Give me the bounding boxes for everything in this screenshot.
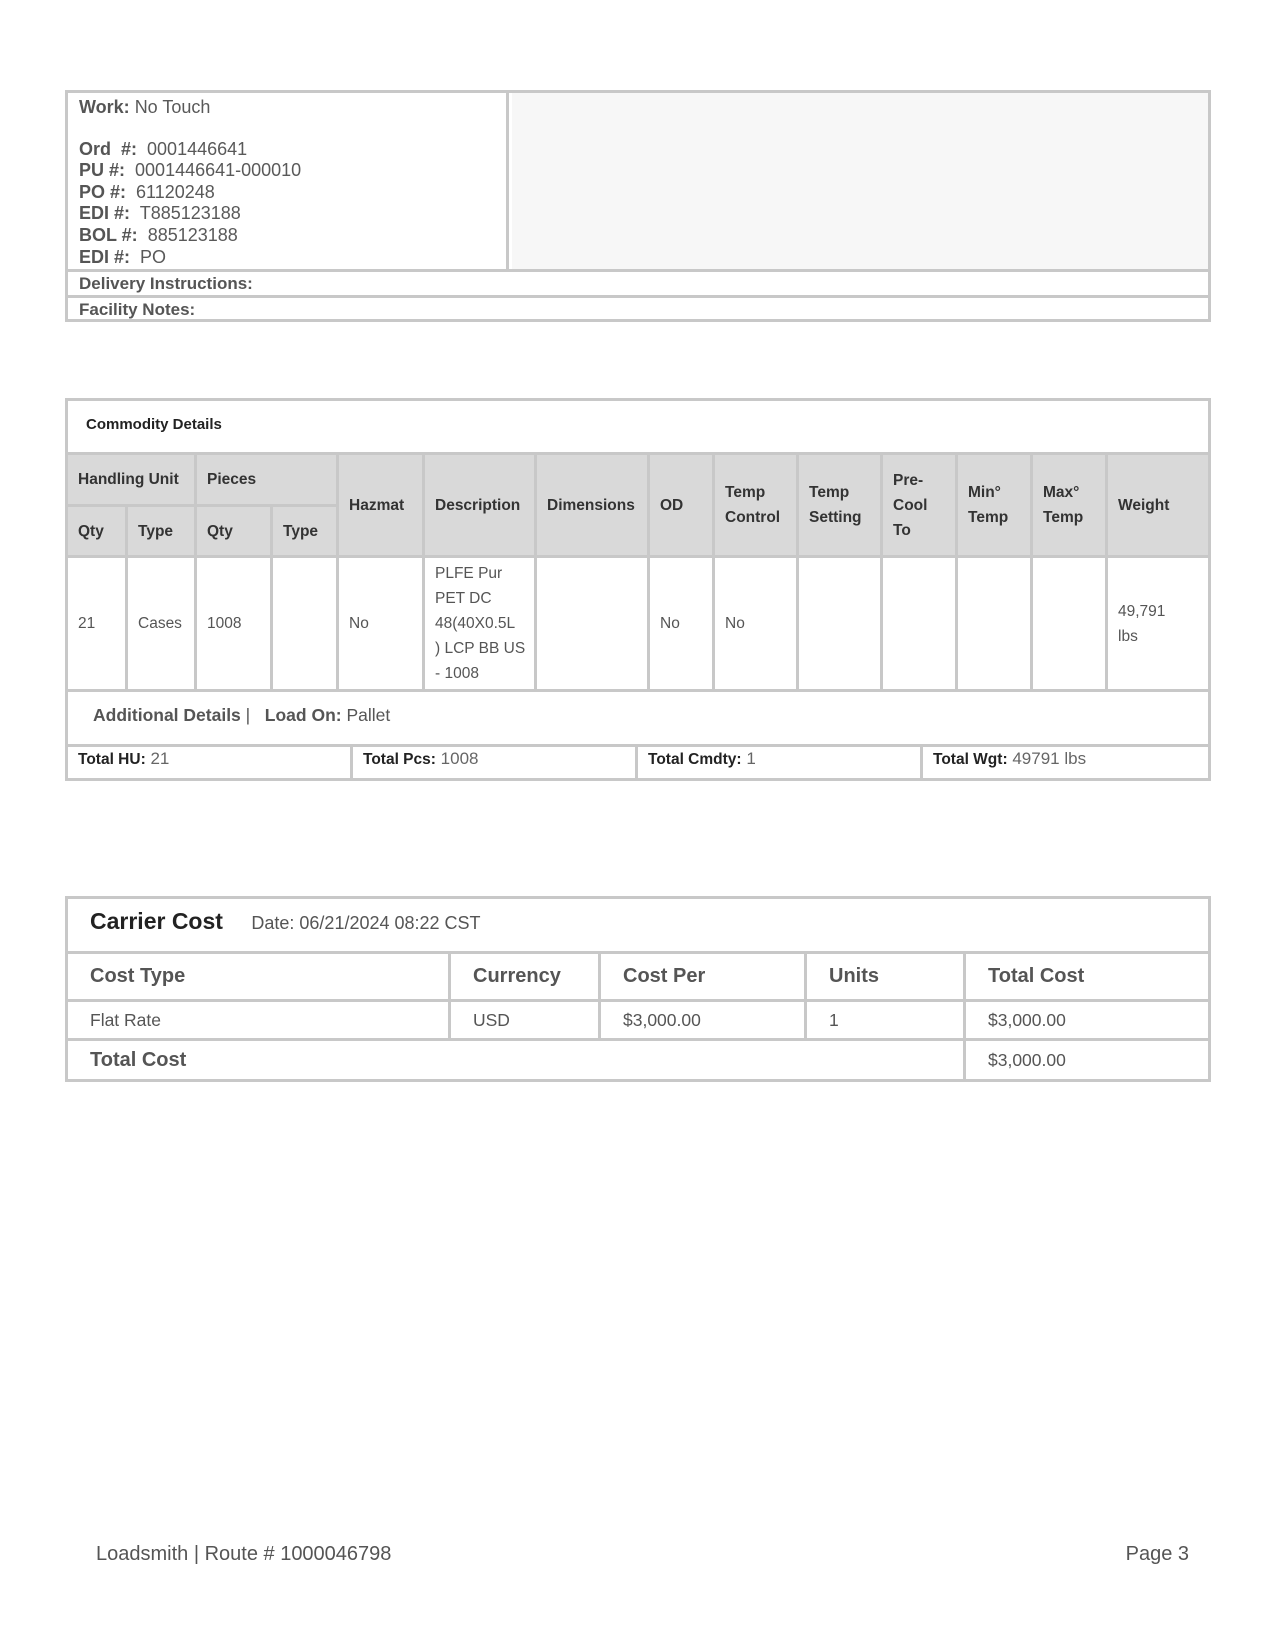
pu-value: 0001446641-000010 — [135, 160, 302, 180]
cell-dimensions — [537, 558, 650, 692]
total-hu-value: 21 — [150, 749, 170, 768]
header-temp-control: Temp Control — [715, 455, 799, 558]
edi-label: EDI #: — [79, 203, 131, 223]
header-temp-setting: Temp Setting — [799, 455, 883, 558]
work-value: No Touch — [134, 97, 211, 117]
ord-value: 0001446641 — [147, 139, 248, 159]
cost-cell-units: 1 — [807, 1002, 966, 1041]
work-line — [79, 96, 210, 118]
po-value: 61120248 — [136, 182, 215, 202]
carrier-cost-header — [68, 899, 1208, 954]
header-pcs-qty: Qty — [197, 507, 273, 558]
cell-weight: 49,791 lbs — [1108, 558, 1208, 692]
header-description: Description — [425, 455, 537, 558]
cost-total-label: Total Cost — [68, 1041, 966, 1079]
header-dimensions: Dimensions — [537, 455, 650, 558]
total-hu-label: Total HU: — [78, 751, 146, 768]
bol-value: 885123188 — [147, 225, 238, 245]
pu-line — [79, 159, 301, 181]
cost-cell-currency: USD — [451, 1002, 601, 1041]
edi-label-2: EDI #: — [79, 247, 131, 267]
bol-line — [79, 224, 238, 246]
cell-min-temp — [958, 558, 1033, 692]
cost-cell-type: Flat Rate — [68, 1002, 451, 1041]
carrier-cost-table — [65, 896, 1211, 1082]
load-on-label: Load On: — [264, 705, 342, 725]
cost-total-value: $3,000.00 — [988, 1049, 1066, 1070]
header-handling-unit: Handling Unit — [68, 455, 197, 507]
header-pcs-type: Type — [273, 507, 339, 558]
commodity-details-table — [65, 398, 1211, 781]
header-weight: Weight — [1108, 455, 1208, 558]
carrier-cost-date: Date: 06/21/2024 08:22 CST — [251, 913, 481, 933]
cost-cell-cost-per: $3,000.00 — [601, 1002, 807, 1041]
cell-hu-type: Cases — [128, 558, 197, 692]
edi-value: T885123188 — [139, 203, 241, 223]
total-cmdty — [638, 747, 923, 778]
order-info-box — [65, 90, 1211, 322]
delivery-instructions: Delivery Instructions: — [68, 272, 1208, 298]
cell-pre-cool-to — [883, 558, 958, 692]
cost-header-currency: Currency — [451, 954, 601, 1002]
header-hazmat: Hazmat — [339, 455, 425, 558]
cost-header-type: Cost Type — [68, 954, 451, 1002]
footer-page-number: Page 3 — [1125, 1543, 1189, 1565]
cell-pcs-qty: 1008 — [197, 558, 273, 692]
total-pcs-value: 1008 — [440, 749, 479, 768]
ord-label: Ord #: — [79, 139, 138, 159]
work-label: Work: — [79, 97, 130, 117]
order-reference-panel — [68, 93, 509, 269]
total-pcs-label: Total Pcs: — [363, 751, 436, 768]
commodity-totals-row — [68, 747, 1208, 778]
cell-hu-qty: 21 — [68, 558, 128, 692]
footer-route: Loadsmith | Route # 1000046798 — [96, 1543, 392, 1565]
cost-cell-total: $3,000.00 — [966, 1002, 1208, 1041]
total-wgt — [923, 747, 1208, 778]
total-wgt-value: 49791 lbs — [1012, 749, 1087, 768]
cell-max-temp — [1033, 558, 1108, 692]
total-wgt-label: Total Wgt: — [933, 751, 1008, 768]
carrier-cost-title: Carrier Cost — [90, 908, 223, 934]
cost-header-cost-per: Cost Per — [601, 954, 807, 1002]
cell-description: PLFE Pur PET DC 48(40X0.5L ) LCP BB US - 1008 — [425, 558, 537, 692]
header-od: OD — [650, 455, 715, 558]
commodity-details-title: Commodity Details — [68, 401, 1208, 455]
cell-temp-control: No — [715, 558, 799, 692]
ord-line — [79, 138, 247, 160]
po-label: PO #: — [79, 182, 127, 202]
header-hu-type: Type — [128, 507, 197, 558]
cell-temp-setting — [799, 558, 883, 692]
header-min-temp: Min° Temp — [958, 455, 1033, 558]
edi-value-2: PO — [140, 247, 167, 267]
total-cmdty-label: Total Cmdty: — [648, 751, 742, 768]
header-hu-qty: Qty — [68, 507, 128, 558]
cost-header-total: Total Cost — [966, 954, 1208, 1002]
order-empty-panel — [512, 93, 1208, 269]
po-line — [79, 181, 215, 203]
cell-pcs-type — [273, 558, 339, 692]
cost-header-units: Units — [807, 954, 966, 1002]
bol-label: BOL #: — [79, 225, 138, 245]
header-pieces: Pieces — [197, 455, 339, 507]
cell-hazmat: No — [339, 558, 425, 692]
order-info-top — [68, 93, 1208, 272]
header-pre-cool-to: Pre- Cool To — [883, 455, 958, 558]
total-pcs — [353, 747, 638, 778]
additional-details-row: Additional Details | Load On: Pallet — [68, 692, 1208, 747]
total-cmdty-value: 1 — [746, 749, 756, 768]
header-max-temp: Max° Temp — [1033, 455, 1108, 558]
edi-line — [79, 202, 241, 224]
total-hu — [68, 747, 353, 778]
pu-label: PU #: — [79, 160, 126, 180]
load-on-value: Pallet — [346, 705, 391, 725]
cell-od: No — [650, 558, 715, 692]
edi-line-2 — [79, 246, 166, 268]
additional-details-label: Additional Details — [93, 705, 241, 725]
facility-notes: Facility Notes: — [79, 300, 196, 319]
